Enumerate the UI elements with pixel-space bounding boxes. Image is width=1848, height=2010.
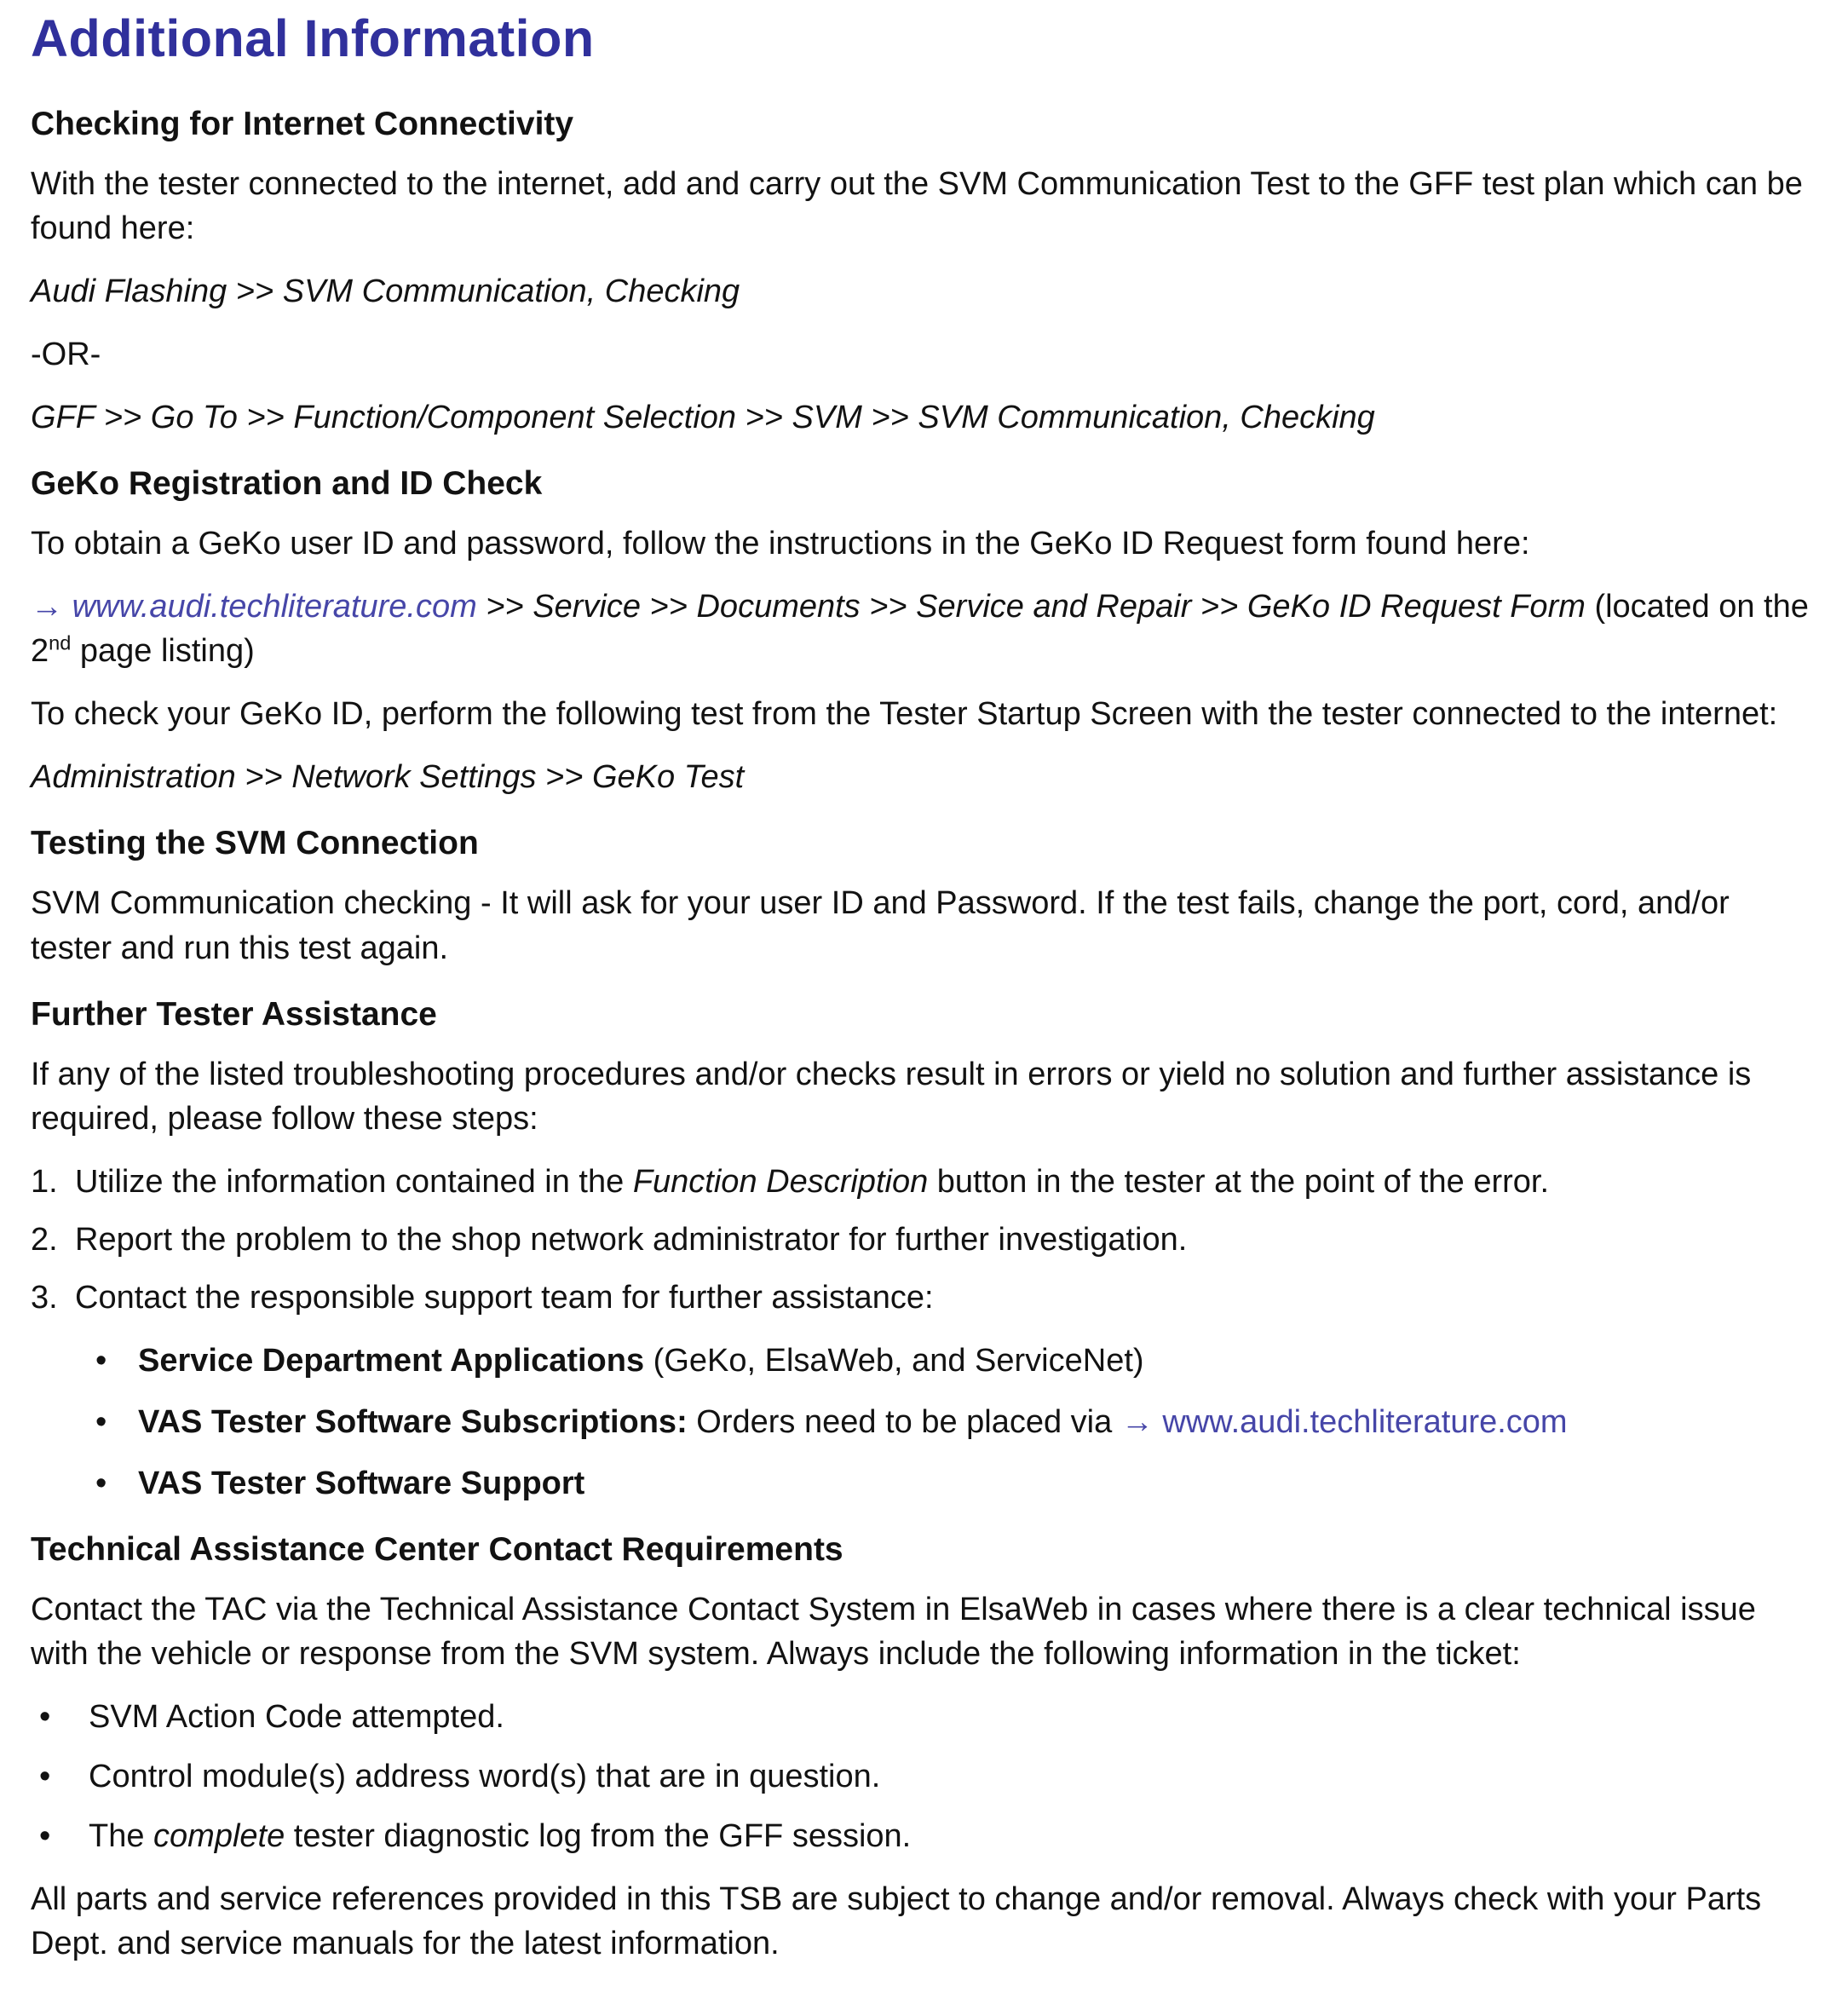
- ticket-item-diagnostic-log: [39, 1814, 1816, 1858]
- menu-path-gff: GFF >> Go To >> Function/Component Selection >> SVM >> SVM Communication, Checking: [31, 400, 1375, 436]
- team-item-subscriptions: [95, 1400, 1816, 1444]
- paragraph-tac-intro: Contact the TAC via the Technical Assistance Contact System in ElsaWeb in cases where there is a clear technical issue with the vehicle or response from the SVM system. Always include the following information in the ticket:: [31, 1591, 1756, 1672]
- techliterature-link-2[interactable]: → www.audi.techliterature.com: [1120, 1403, 1568, 1440]
- heading-internet-connectivity: Checking for Internet Connectivity: [31, 106, 574, 142]
- step-text: Contact the responsible support team for further assistance:: [75, 1279, 934, 1316]
- section-svm-connection: [31, 825, 1816, 970]
- assistance-steps-list: [31, 1160, 1816, 1320]
- footer-disclaimer: All parts and service references provided in this TSB are subject to change and/or removal. Always check with your Parts Dept. and service manuals for the latest information.: [31, 1881, 1762, 1962]
- heading-tac-requirements: Technical Assistance Center Contact Requirements: [31, 1530, 843, 1568]
- menu-path-audi-flashing: Audi Flashing >> SVM Communication, Checking: [31, 274, 740, 310]
- team-text: VAS Tester Software Subscriptions: Orders need to be placed via → www.audi.techliterature.com: [138, 1403, 1568, 1440]
- heading-further-assistance: Further Tester Assistance: [31, 995, 437, 1033]
- step-item-1: [31, 1160, 1816, 1204]
- ticket-info-list: [39, 1695, 1816, 1858]
- superscript-nd: nd: [49, 631, 72, 654]
- ticket-text: The complete tester diagnostic log from the GFF session.: [89, 1818, 912, 1855]
- page-title: Additional Information: [31, 9, 595, 67]
- step-item-3: [31, 1276, 1816, 1320]
- complete-emphasis: complete: [153, 1818, 285, 1855]
- bullet-icon: [39, 1695, 89, 1739]
- ticket-text: Control module(s) address word(s) that are in question.: [89, 1759, 881, 1795]
- step-item-2: [31, 1218, 1816, 1262]
- menu-path-administration: Administration >> Network Settings >> GeKo Test: [31, 759, 745, 796]
- step-text: Report the problem to the shop network administrator for further investigation.: [75, 1221, 1188, 1258]
- ticket-item-action-code: [39, 1695, 1816, 1739]
- function-description-emphasis: Function Description: [632, 1163, 929, 1200]
- section-geko: [31, 465, 1816, 799]
- document-page: [31, 9, 1816, 1966]
- step-number: 2.: [31, 1221, 58, 1258]
- bullet-icon: [39, 1754, 89, 1799]
- team-item-software-support: [95, 1461, 1816, 1506]
- step-number: 3.: [31, 1279, 58, 1316]
- ticket-item-control-module: [39, 1754, 1816, 1799]
- bullet-icon: [95, 1461, 138, 1506]
- section-connectivity: [31, 106, 1816, 440]
- geko-request-path-line: [31, 585, 1816, 673]
- bullet-icon: [95, 1339, 138, 1383]
- heading-geko-registration: GeKo Registration and ID Check: [31, 465, 543, 503]
- bullet-icon: [95, 1400, 138, 1444]
- or-separator: -OR-: [31, 337, 101, 373]
- paragraph-geko-check: To check your GeKo ID, perform the following test from the Tester Startup Screen with the tester connected to the internet:: [31, 696, 1778, 733]
- paragraph-connectivity-intro: With the tester connected to the internet, add and carry out the SVM Communication Test to the GFF test plan which can be found here:: [31, 166, 1803, 247]
- paragraph-svm-body: SVM Communication checking - It will ask for your user ID and Password. If the test fails, change the port, cord, and/or tester and run this test again.: [31, 885, 1730, 966]
- team-text: VAS Tester Software Support: [138, 1465, 585, 1501]
- paragraph-assistance-intro: If any of the listed troubleshooting procedures and/or checks result in errors or yield no solution and further assistance is required, please follow these steps:: [31, 1056, 1752, 1137]
- step-number: 1.: [31, 1163, 58, 1200]
- section-further-assistance: [31, 996, 1816, 1506]
- located-note: (located on the 2nd page listing): [31, 589, 1809, 670]
- link-arrow-icon: →: [31, 589, 63, 625]
- section-tac: [31, 1531, 1816, 1858]
- heading-testing-svm: Testing the SVM Connection: [31, 825, 479, 862]
- paragraph-geko-intro: To obtain a GeKo user ID and password, follow the instructions in the GeKo ID Request form found here:: [31, 526, 1530, 562]
- team-item-service-dept: [95, 1339, 1816, 1383]
- bullet-icon: [39, 1814, 89, 1858]
- step-text: Utilize the information contained in the Function Description button in the tester at the point of the error.: [75, 1163, 1550, 1200]
- team-text: Service Department Applications (GeKo, ElsaWeb, and ServiceNet): [138, 1342, 1144, 1379]
- support-teams-list: [95, 1339, 1816, 1506]
- geko-menu-path-text: >> Service >> Documents >> Service and Repair >> GeKo ID Request Form: [486, 589, 1586, 625]
- techliterature-link[interactable]: www.audi.techliterature.com: [72, 589, 477, 625]
- ticket-text: SVM Action Code attempted.: [89, 1699, 504, 1736]
